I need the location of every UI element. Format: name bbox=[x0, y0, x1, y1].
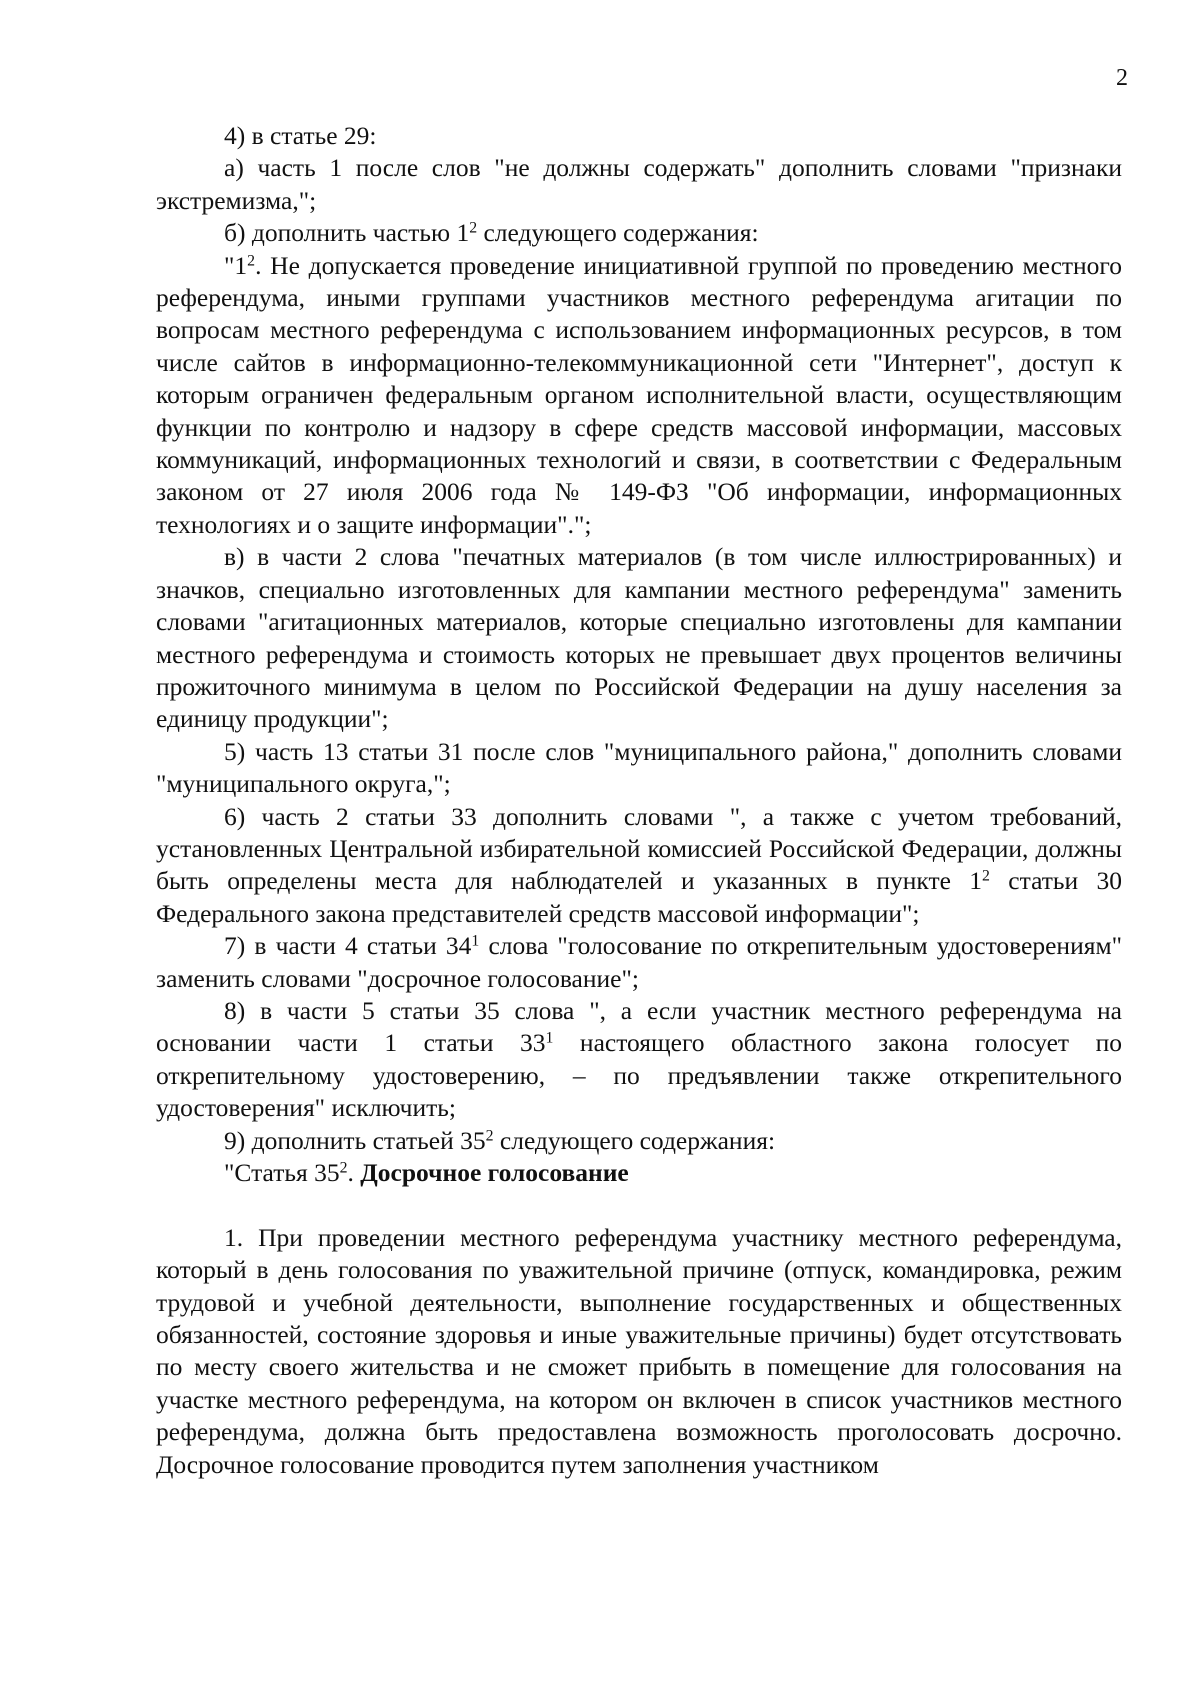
article-prefix: "Статья 35 bbox=[224, 1158, 340, 1187]
paragraph-text: 8) в части 5 статьи 35 слова ", а если участник местного референдума на основании части 1 статьи 33 bbox=[156, 995, 1122, 1058]
paragraph-text: слова "голосование по открепительным удостоверениям" заменить словами "досрочное голосование"; bbox=[156, 931, 1123, 993]
superscript: 2 bbox=[247, 251, 256, 269]
paragraph-text: 6) часть 2 статьи 33 дополнить словами ", а также с учетом требований, установленных Центральной избирательной комиссией Российской Федерации, должны быть определены места для наблюдателей и указанных в пункте 1 bbox=[156, 801, 1122, 896]
superscript: 1 bbox=[545, 1029, 554, 1047]
paragraph-item-8 bbox=[156, 995, 1122, 1125]
paragraph-text: 7) в части 4 статьи 34 bbox=[224, 931, 472, 961]
paragraph-subitem-v: в) в части 2 слова "печатных материалов (в том числе иллюстрированных) и значков, специально изготовленных для кампании местного референдума" заменить словами "агитационных материалов, которые специально изготовлены для кампании местного референдума и стоимость которых не превышает двух процентов величины прожиточного минимума в целом по Российской Федерации на душу населения за единицу продукции"; bbox=[156, 542, 1122, 734]
article-dot: . bbox=[347, 1158, 361, 1187]
superscript: 2 bbox=[982, 867, 990, 885]
paragraph-text: следующего содержания: bbox=[493, 1125, 776, 1155]
paragraph-subitem-a: а) часть 1 после слов "не должны содержать" дополнить словами "признаки экстремизма,"; bbox=[156, 153, 1122, 215]
paragraph-article-part-1: 1. При проведении местного референдума участнику местного референдума, который в день голосования по уважительной причине (отпуск, командировка, режим трудовой и учебной деятельности, выполнение государственных и общественных обязанностей, состояние здоровья и иные уважительные причины) будет отсутствовать по месту своего жительства и не сможет прибыть в помещение для голосования на участке местного референдума, на котором он включен в список участников местного референдума, должна быть предоставлена возможность проголосовать досрочно. Досрочное голосование проводится путем заполнения участником bbox=[156, 1222, 1122, 1479]
superscript: 2 bbox=[469, 219, 478, 237]
page-number: 2 bbox=[1116, 65, 1128, 91]
article-heading bbox=[156, 1157, 1122, 1189]
document-body bbox=[156, 120, 1122, 1481]
paragraph-item-6 bbox=[156, 801, 1122, 931]
paragraph-text: статьи 30 Федерального закона представителей средств массовой информации"; bbox=[156, 866, 1122, 928]
article-title: Досрочное голосование bbox=[360, 1158, 629, 1187]
paragraph-text: 9) дополнить статьей 35 bbox=[224, 1125, 486, 1155]
superscript: 1 bbox=[471, 932, 480, 950]
paragraph-text: "1 bbox=[224, 250, 248, 280]
paragraph-item-7 bbox=[156, 930, 1122, 995]
paragraph-text: . Не допускается проведение инициативной группой по проведению местного референдума, иными группами участников местного референдума агитации по вопросам местного референдума с использованием информационных ресурсов, в том числе сайтов в информационно-телекоммуникационной сети "Интернет", доступ к которым ограничен федеральным органом исполнительной власти, осуществляющим функции по контролю и надзору в сфере средств массовой информации, массовых коммуникаций, информационных технологий и связи, в соответствии с Федеральным законом от 27 июля 2006 года № 149-ФЗ "Об информации, информационных технологиях и о защите информации"."; bbox=[156, 250, 1122, 539]
paragraph-subitem-b bbox=[156, 217, 1122, 249]
paragraph-item-5: 5) часть 13 статьи 31 после слов "муниципального района," дополнить словами "муниципального округа,"; bbox=[156, 736, 1122, 799]
paragraph-text: б) дополнить частью 1 bbox=[224, 218, 470, 248]
paragraph-text: следующего содержания: bbox=[477, 218, 759, 248]
paragraph-text: настоящего областного закона голосует по открепительному удостоверению, – по предъявлении также открепительного удостоверения" исключить; bbox=[156, 1028, 1122, 1123]
paragraph-item-4: 4) в статье 29: bbox=[224, 121, 377, 150]
superscript: 2 bbox=[485, 1126, 494, 1144]
superscript: 2 bbox=[339, 1159, 348, 1177]
paragraph-item-9 bbox=[156, 1125, 1122, 1157]
paragraph-part-1-2 bbox=[156, 250, 1122, 542]
